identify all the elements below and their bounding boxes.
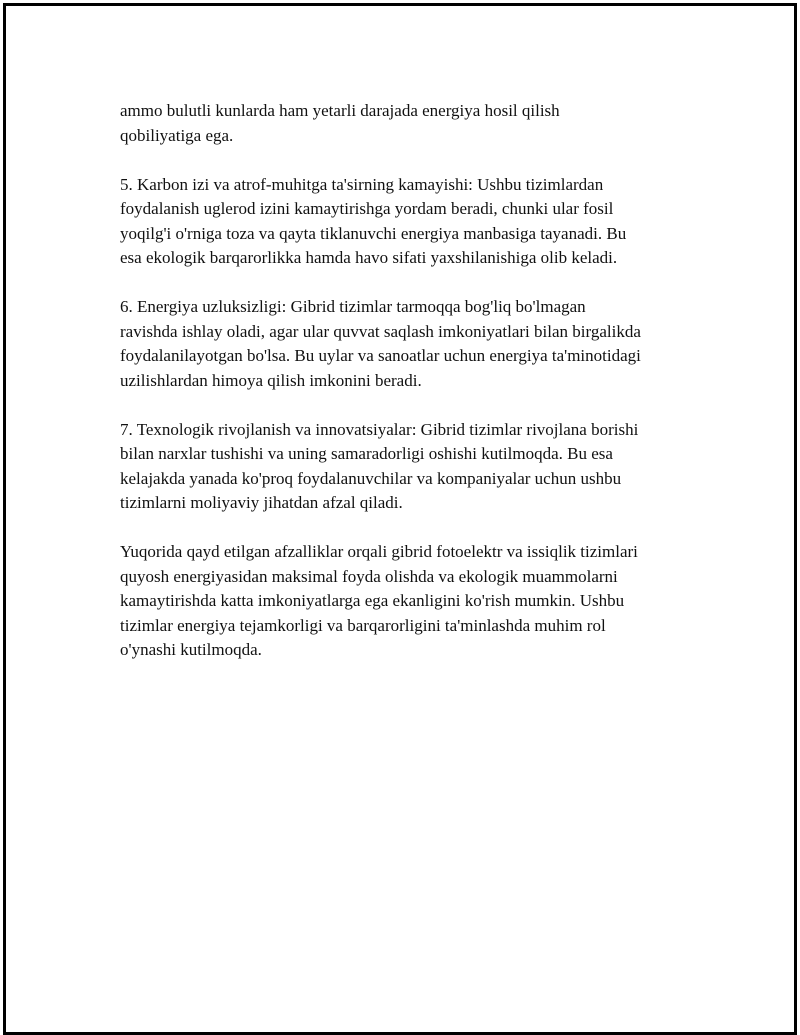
paragraph-continuation: ammo bulutli kunlarda ham yetarli darajada energiya hosil qilish qobiliyatiga ega. [120, 101, 560, 145]
paragraph-conclusion: Yuqorida qayd etilgan afzalliklar orqali gibrid fotoelektr va issiqlik tizimlari quyosh energiyasidan maksimal foyda olishda va ekologik muammolarni kamaytirishda katta imkoniyatlarga ega ekanligini ko'rish mumkin. Ushbu tizimlar energiya tejamkorligi va barqarorligini ta'minlashda muhim rol o'ynashi kutilmoqda. [120, 542, 638, 659]
paragraph-item-7: 7. Texnologik rivojlanish va innovatsiyalar: Gibrid tizimlar rivojlana borishi bilan narxlar tushishi va uning samaradorligi oshishi kutilmoqda. Bu esa kelajakda yanada ko'proq foydalanuvchilar va kompaniyalar uchun ushbu tizimlarni moliyaviy jihatdan afzal qiladi. [120, 419, 639, 512]
paragraph-item-6: 6. Energiya uzluksizligi: Gibrid tizimlar tarmoqqa bog'liq bo'lmagan ravishda ishlay oladi, agar ular quvvat saqlash imkoniyatlari bilan birgalikda foydalanilayotgan bo'lsa. Bu uylar va sanoatlar uchun energiya ta'minotidagi uzilishlardan himoya qilish imkonini beradi. [120, 297, 641, 390]
document-page [3, 3, 797, 1035]
paragraph-item-5: 5. Karbon izi va atrof-muhitga ta'sirning kamayishi: Ushbu tizimlardan foydalanish uglerod izini kamaytirishga yordam beradi, chunki ular fosil yoqilg'i o'rniga toza va qayta tiklanuvchi energiya manbasiga tayanadi. Bu esa ekologik barqarorlikka hamda havo sifati yaxshilanishiga olib keladi. [120, 174, 627, 267]
document-body [120, 99, 710, 663]
